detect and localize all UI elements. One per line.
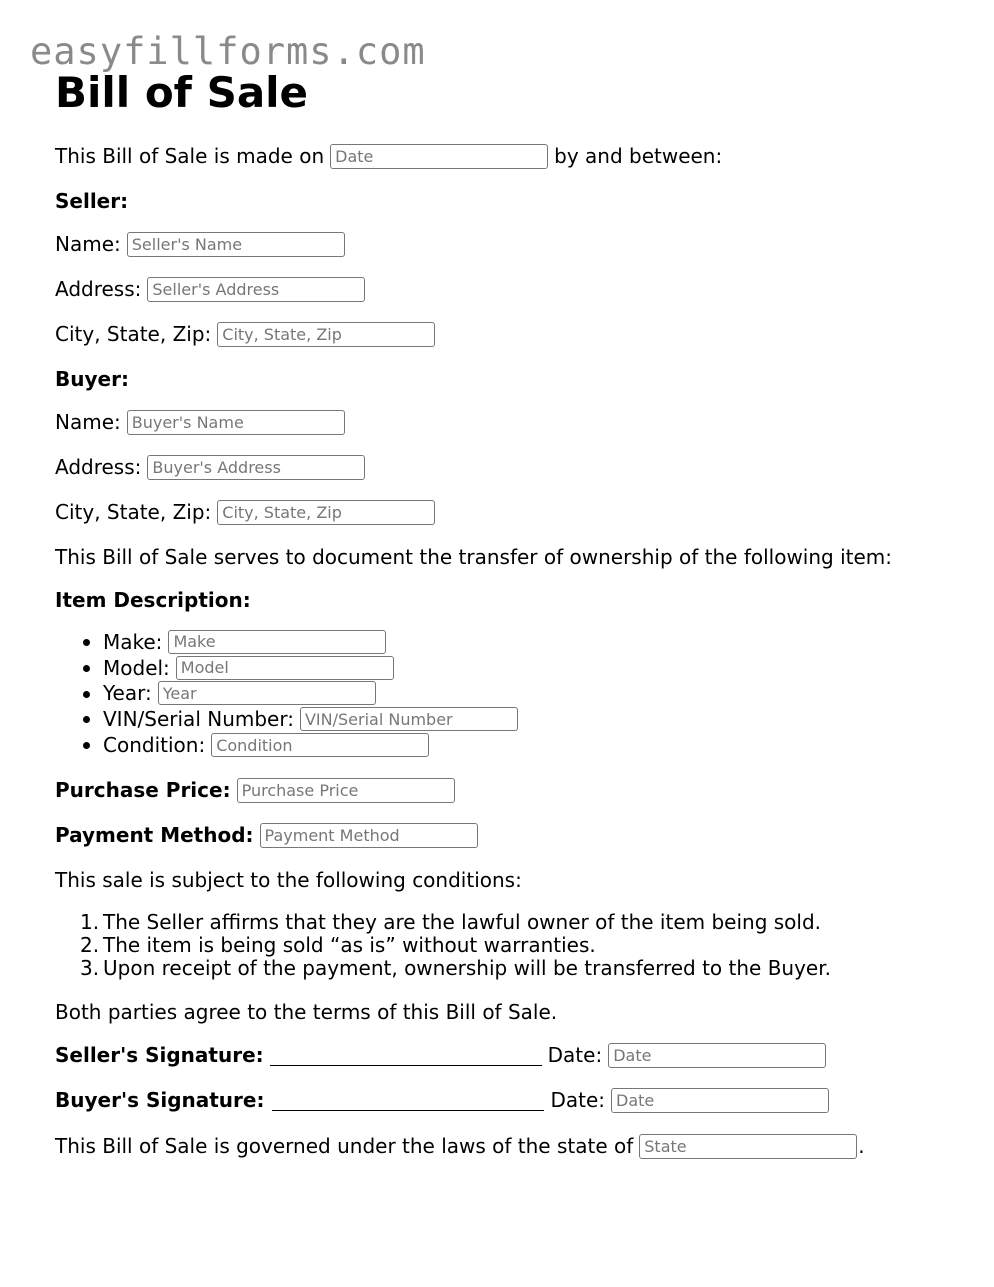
sale-date-input[interactable]: [330, 144, 548, 169]
seller-signature-row: [55, 1042, 832, 1068]
payment-method-label: Payment Method:: [55, 823, 254, 847]
seller-city-input[interactable]: [217, 322, 435, 347]
conditions-intro-text: This sale is subject to the following conditions:: [55, 868, 522, 892]
watermark: easyfillforms.com: [30, 30, 426, 73]
seller-signature-date-label: Date:: [547, 1043, 603, 1067]
make-input[interactable]: [168, 630, 386, 654]
purchase-price-row: [55, 777, 461, 803]
transfer-text: [55, 544, 892, 570]
buyer-address-row: [55, 454, 371, 480]
condition-number: 2.: [80, 932, 100, 957]
item-heading: [55, 587, 251, 613]
list-item: [103, 629, 524, 655]
buyer-address-label: Address:: [55, 455, 142, 479]
condition-text: The item is being sold “as is” without warranties.: [103, 932, 596, 957]
year-input[interactable]: [158, 681, 376, 705]
governing-period: .: [858, 1134, 865, 1158]
buyer-name-label: Name:: [55, 410, 121, 434]
buyer-name-input[interactable]: [127, 410, 345, 435]
intro-text: This Bill of Sale is made on: [55, 144, 325, 168]
purchase-price-input[interactable]: [237, 778, 455, 803]
item-fields-list: [103, 629, 524, 758]
seller-signature-line[interactable]: [270, 1045, 542, 1066]
buyer-city-label: City, State, Zip:: [55, 500, 212, 524]
condition-text: The Seller affirms that they are the lawful owner of the item being sold.: [103, 909, 822, 934]
condition-input[interactable]: [211, 733, 429, 757]
vin-input[interactable]: [300, 707, 518, 731]
condition-label: Condition:: [103, 733, 206, 758]
list-item: [103, 732, 524, 758]
transfer-text-span: This Bill of Sale serves to document the transfer of ownership of the following item:: [55, 545, 893, 569]
buyer-signature-line[interactable]: [272, 1090, 544, 1111]
seller-address-input[interactable]: [147, 277, 365, 302]
purchase-price-label: Purchase Price:: [55, 778, 231, 802]
condition-number: 1.: [80, 909, 100, 934]
seller-address-label: Address:: [55, 277, 142, 301]
seller-city-label: City, State, Zip:: [55, 322, 212, 346]
agreement-text: [55, 999, 557, 1025]
seller-address-row: [55, 276, 371, 302]
buyer-signature-row: [55, 1087, 835, 1113]
buyer-city-row: [55, 499, 441, 525]
page-title: Bill of Sale: [55, 68, 309, 117]
payment-method-row: [55, 822, 484, 848]
seller-name-row: [55, 231, 351, 257]
model-label: Model:: [103, 655, 170, 680]
conditions-intro: [55, 867, 522, 893]
seller-signature-date-input[interactable]: [608, 1043, 826, 1068]
list-item: [80, 910, 831, 933]
intro-line: [55, 143, 722, 169]
conditions-list: [80, 910, 831, 980]
condition-text: Upon receipt of the payment, ownership will be transferred to the Buyer.: [103, 956, 831, 981]
list-item: [103, 706, 524, 732]
buyer-signature-label: Buyer's Signature:: [55, 1088, 265, 1112]
make-label: Make:: [103, 629, 163, 654]
governing-line: [55, 1133, 865, 1159]
seller-city-row: [55, 321, 441, 347]
payment-method-input[interactable]: [260, 823, 478, 848]
list-item: [80, 957, 831, 980]
seller-heading: [55, 188, 128, 214]
buyer-signature-date-label: Date:: [550, 1088, 606, 1112]
seller-name-input[interactable]: [127, 232, 345, 257]
seller-heading-text: Seller:: [55, 189, 129, 213]
intro-text-after: by and between:: [554, 144, 723, 168]
list-item: [80, 933, 831, 956]
agreement-text-span: Both parties agree to the terms of this Bill of Sale.: [55, 1000, 558, 1024]
buyer-heading-text: Buyer:: [55, 367, 129, 391]
item-heading-text: Item Description:: [55, 588, 251, 612]
buyer-address-input[interactable]: [147, 455, 365, 480]
buyer-signature-date-input[interactable]: [611, 1088, 829, 1113]
year-label: Year:: [103, 681, 152, 706]
buyer-city-input[interactable]: [217, 500, 435, 525]
seller-signature-label: Seller's Signature:: [55, 1043, 264, 1067]
list-item: [103, 681, 524, 707]
governing-text: This Bill of Sale is governed under the laws of the state of: [55, 1134, 634, 1158]
buyer-name-row: [55, 409, 351, 435]
state-input[interactable]: [639, 1134, 857, 1159]
list-item: [103, 655, 524, 681]
buyer-heading: [55, 366, 129, 392]
condition-number: 3.: [80, 956, 100, 981]
seller-name-label: Name:: [55, 232, 121, 256]
vin-label: VIN/Serial Number:: [103, 707, 294, 732]
model-input[interactable]: [176, 656, 394, 680]
